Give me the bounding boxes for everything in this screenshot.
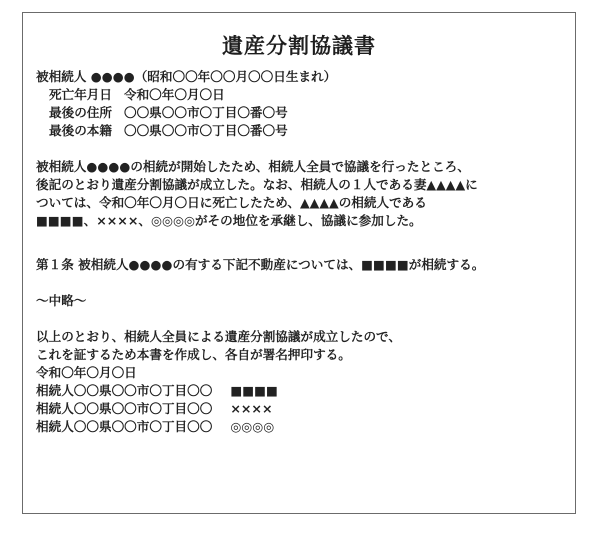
omission-marker: 〜中略〜	[36, 293, 87, 308]
death-date-value: 令和〇年〇月〇日	[123, 87, 225, 102]
decedent-last-domicile-row	[49, 122, 288, 140]
heir-signature-row	[36, 400, 273, 418]
intro-paragraph-line: ついては、令和〇年〇月〇日に死亡したため、▲▲▲▲の相続人である	[36, 195, 427, 210]
last-address-value: 〇〇県〇〇市〇丁目〇番〇号	[123, 105, 288, 120]
heir-address: 相続人〇〇県〇〇市〇丁目〇〇	[36, 419, 213, 434]
last-domicile-value: 〇〇県〇〇市〇丁目〇番〇号	[123, 123, 288, 138]
intro-paragraph-line: 後記のとおり遺産分割協議が成立した。なお、相続人の１人である妻▲▲▲▲に	[36, 177, 478, 192]
intro-paragraph-line: ■■■■、××××、◎◎◎◎がその地位を承継し、協議に参加した。	[36, 213, 422, 228]
heir-name: ■■■■	[230, 383, 278, 398]
heir-name: ◎◎◎◎	[230, 419, 275, 434]
decedent-last-address-row	[49, 104, 288, 122]
signing-date: 令和〇年〇月〇日	[36, 365, 137, 380]
heir-address: 相続人〇〇県〇〇市〇丁目〇〇	[36, 401, 213, 416]
closing-paragraph-line: 以上のとおり、相続人全員による遺産分割協議が成立したので、	[36, 329, 401, 344]
last-domicile-label: 最後の本籍	[49, 123, 112, 138]
closing-paragraph-line: これを証するため本書を作成し、各自が署名押印する。	[36, 347, 351, 362]
article-1: 第１条 被相続人●●●●の有する下記不動産については、■■■■が相続する。	[36, 257, 485, 272]
death-date-label: 死亡年月日	[49, 87, 112, 102]
heir-signature-row	[36, 418, 274, 436]
document-frame	[22, 12, 576, 514]
heir-address: 相続人〇〇県〇〇市〇丁目〇〇	[36, 383, 213, 398]
heir-signature-row	[36, 382, 278, 400]
decedent-name-line: 被相続人 ●●●●（昭和〇〇年〇〇月〇〇日生まれ）	[36, 69, 337, 84]
decedent-death-date-row	[49, 86, 225, 104]
intro-paragraph-line: 被相続人●●●●の相続が開始したため、相続人全員で協議を行ったところ、	[36, 159, 470, 174]
document-title: 遺産分割協議書	[222, 34, 376, 58]
last-address-label: 最後の住所	[49, 105, 112, 120]
heir-name: ××××	[230, 401, 273, 416]
